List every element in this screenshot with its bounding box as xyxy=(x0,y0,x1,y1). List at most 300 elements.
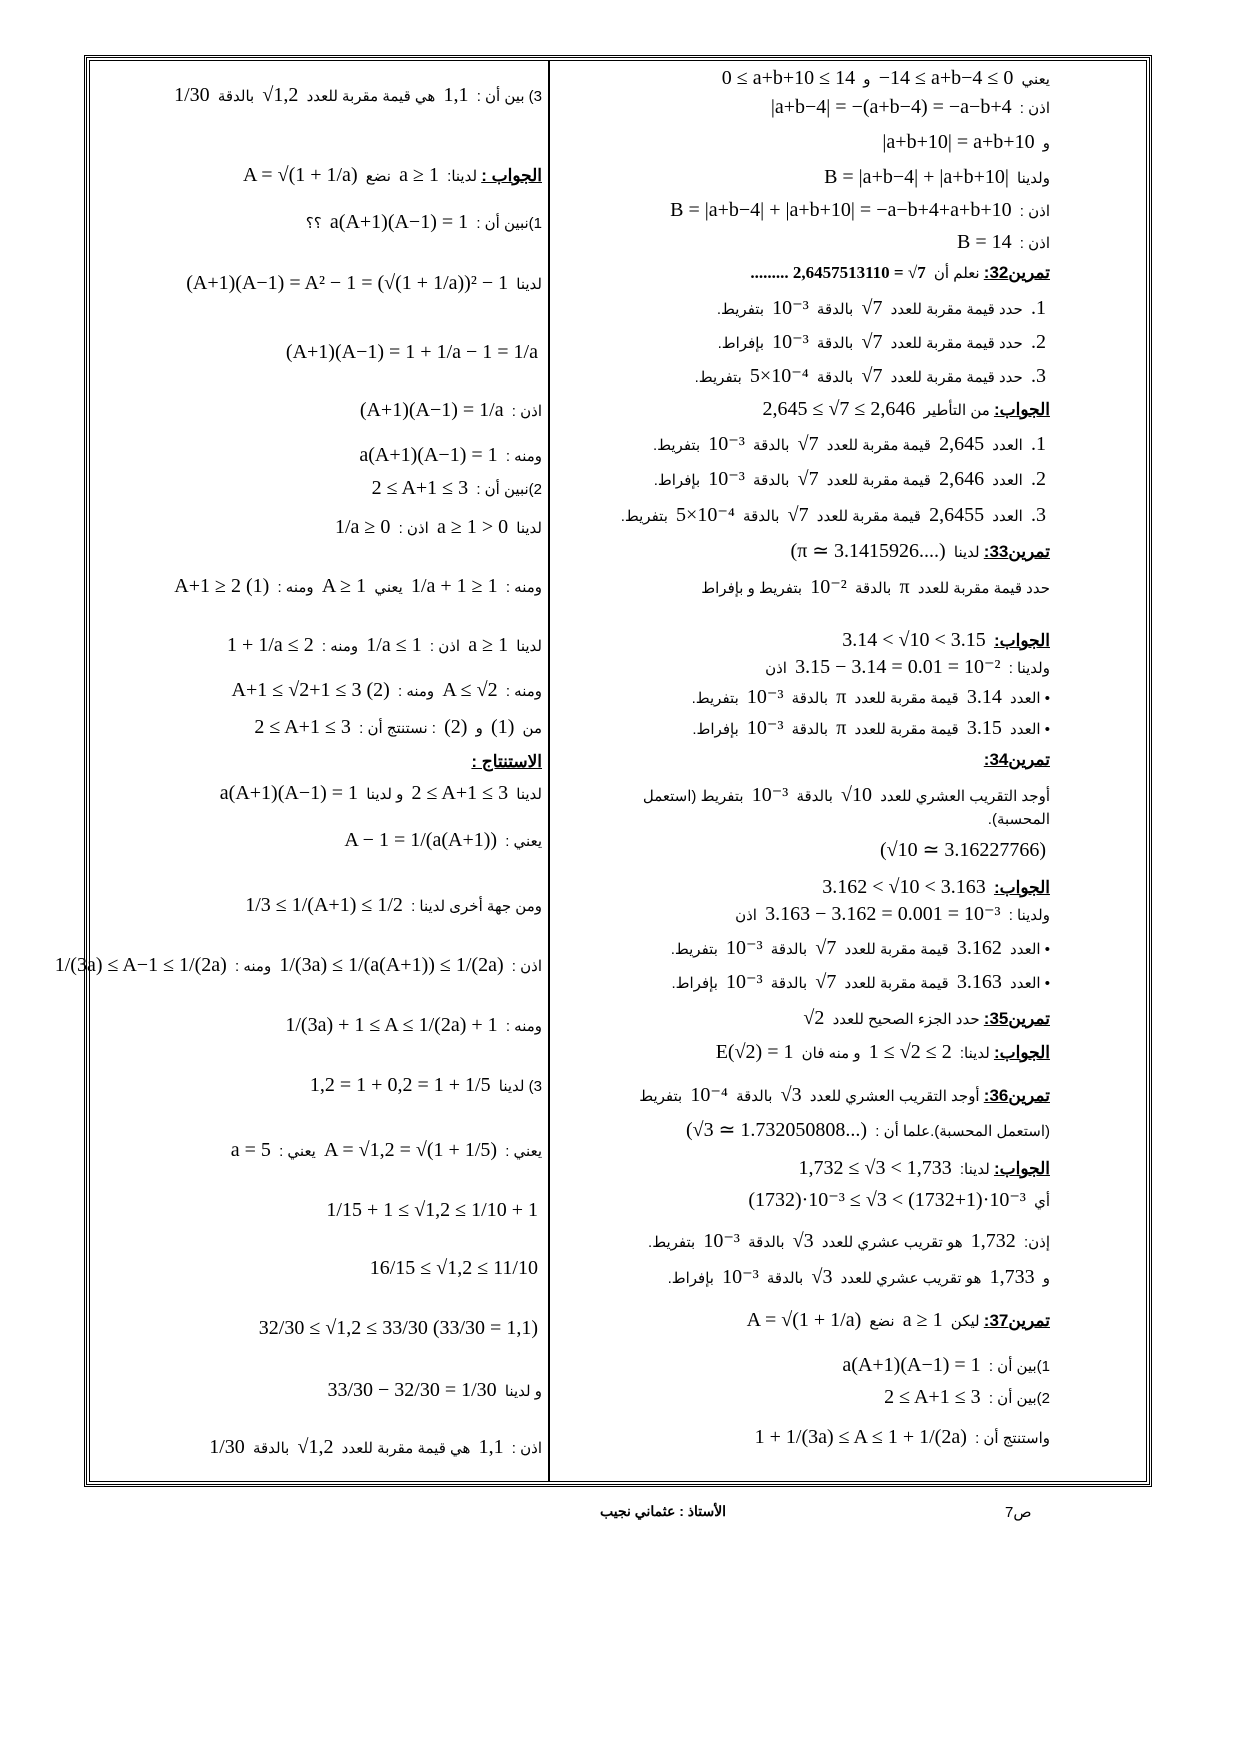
math-expression: 1/30 xyxy=(174,84,210,106)
text-line xyxy=(787,539,1050,565)
heading-label: الجواب: xyxy=(993,631,1050,650)
text-line xyxy=(355,443,542,469)
text-line xyxy=(718,66,1050,92)
text-line xyxy=(751,1425,1050,1451)
math-expression: a ≥ 1 xyxy=(468,634,509,656)
text-segment: نضع xyxy=(869,1313,895,1330)
text-line xyxy=(671,970,1050,996)
text-line xyxy=(239,163,542,189)
text-segment: ومنه : xyxy=(505,1018,542,1035)
math-expression: A ≥ 1 xyxy=(321,575,367,597)
math-expression: 2 ≤ A+1 ≤ 3 xyxy=(371,477,469,499)
text-segment: بالدقة xyxy=(791,690,829,707)
math-expression: 1,1 xyxy=(478,1436,504,1458)
math-expression: √7 xyxy=(815,971,837,993)
text-segment: هو تقريب عشري للعدد xyxy=(821,1234,963,1251)
math-expression: 1/(3a) + 1 ≤ A ≤ 1/(2a) + 1 xyxy=(285,1014,498,1036)
heading-label: الجواب: xyxy=(993,878,1050,897)
text-line xyxy=(712,1040,1050,1066)
math-expression: 33/30 − 32/30 = 1/30 xyxy=(327,1379,497,1401)
math-expression: 3.162 < √10 < 3.163 xyxy=(822,876,986,898)
math-expression: √7 xyxy=(797,433,819,455)
text-segment: و xyxy=(475,720,483,737)
math-expression: A+1 ≥ 2 (1) xyxy=(174,575,270,597)
math-expression: 3.163 − 3.162 = 0.001 = 10⁻³ xyxy=(765,903,1001,925)
text-line xyxy=(356,398,542,424)
text-segment: أي xyxy=(1034,1193,1050,1210)
text-line xyxy=(838,1353,1050,1379)
text-line xyxy=(820,165,1050,191)
math-expression: 1,1 xyxy=(443,84,469,106)
text-segment: يعني xyxy=(1021,71,1050,88)
math-expression: 1/30 xyxy=(209,1436,245,1458)
math-expression: (A+1)(A−1) = 1/a xyxy=(359,399,504,421)
math-expression: √7 xyxy=(861,365,883,387)
math-expression: 3.163 xyxy=(956,971,1002,993)
text-line xyxy=(228,678,542,704)
text-line xyxy=(227,1138,542,1164)
text-line xyxy=(653,432,1050,458)
text-segment: ومنه : xyxy=(277,579,314,596)
text-segment: 2)نبين أن : xyxy=(476,481,542,498)
text-line xyxy=(282,340,542,366)
text-segment: لدينا: xyxy=(959,1161,990,1178)
text-segment: اذن xyxy=(765,660,787,677)
text-segment: (استعمل المحسبة).علما أن : xyxy=(875,1123,1050,1140)
math-expression: a(A+1)(A−1) = 1 xyxy=(359,444,498,466)
text-segment: بالدقة xyxy=(736,1088,773,1105)
math-expression: 10⁻³ xyxy=(772,297,809,319)
text-segment: بالدقة xyxy=(753,437,790,454)
text-segment: العدد xyxy=(992,508,1023,525)
text-segment: 1)نبين أن : xyxy=(476,215,542,232)
text-segment: 1)بين أن : xyxy=(988,1358,1050,1375)
math-expression: −14 ≤ a+b−4 ≤ 0 xyxy=(878,67,1014,89)
heading-label: الاستنتاج : xyxy=(471,752,542,771)
text-segment: ومنه : xyxy=(235,958,272,975)
math-expression: .2 xyxy=(1031,468,1046,490)
text-segment: يعني xyxy=(374,579,403,596)
text-segment: قيمة مقربة للعدد xyxy=(844,975,949,992)
text-segment: المحسبة). xyxy=(987,811,1050,828)
math-expression: 2,6455 xyxy=(929,504,985,526)
text-line xyxy=(988,808,1050,832)
math-expression: .3 xyxy=(1031,365,1046,387)
text-line xyxy=(241,893,542,919)
text-segment: لدينا xyxy=(953,544,980,561)
math-expression: √7 xyxy=(861,297,883,319)
text-segment: العدد xyxy=(992,472,1023,489)
text-segment: لدينا xyxy=(516,276,542,293)
math-expression: 1 + 1/a ≤ 2 xyxy=(227,634,314,656)
text-segment: ومنه : xyxy=(505,683,542,700)
math-expression: A = √(1 + 1/a) xyxy=(242,164,358,186)
math-expression: √1,2 xyxy=(297,1436,334,1458)
text-segment: ومنه : xyxy=(505,448,542,465)
text-segment: 3) لدينا xyxy=(498,1078,542,1095)
text-line xyxy=(654,467,1050,493)
math-expression: 1,732 xyxy=(970,1230,1016,1252)
math-expression: √3 xyxy=(792,1230,814,1252)
math-expression: √1,2 xyxy=(262,84,299,106)
text-segment: هي قيمة مقربة للعدد xyxy=(306,88,436,105)
text-segment: لدينا: xyxy=(959,1045,990,1062)
text-line xyxy=(718,330,1050,356)
text-segment: بالدقة xyxy=(252,1440,290,1457)
text-line xyxy=(306,210,542,236)
text-line xyxy=(471,750,542,775)
math-expression: (1) xyxy=(491,716,515,738)
text-segment: بالدقة xyxy=(743,508,780,525)
text-line xyxy=(701,575,1050,601)
text-segment: و xyxy=(863,71,871,88)
math-expression: 1,2 = 1 + 0,2 = 1 + 1/5 xyxy=(309,1074,491,1096)
math-expression: B = |a+b−4| + |a+b+10| xyxy=(824,166,1009,188)
text-segment: بتفريط (استعمل xyxy=(642,788,744,805)
text-segment: ولدينا xyxy=(1017,170,1050,187)
text-line xyxy=(170,574,542,600)
math-expression: π xyxy=(899,576,910,598)
text-segment: حدد قيمة مقربة للعدد xyxy=(890,301,1023,318)
text-segment: بالدقة xyxy=(816,335,854,352)
text-line xyxy=(323,1378,542,1404)
text-segment: ؟؟ xyxy=(305,215,322,232)
text-segment: قيمة مقربة للعدد xyxy=(854,721,959,738)
text-segment: واستنتج أن : xyxy=(975,1430,1050,1447)
math-expression: 10⁻³ xyxy=(746,717,784,739)
math-expression: |a+b+10| = a+b+10 xyxy=(882,131,1035,153)
text-segment: بتفريط. xyxy=(652,437,701,454)
text-segment: 2)بين أن : xyxy=(988,1390,1050,1407)
text-line xyxy=(170,83,542,109)
math-expression: a ≥ 1 xyxy=(399,164,439,186)
text-segment: بتفريط. xyxy=(716,301,764,318)
text-segment: و لدينا xyxy=(504,1383,542,1400)
math-expression: A ≤ √2 xyxy=(442,679,498,701)
math-expression: 1,733 xyxy=(989,1266,1035,1288)
math-expression: π xyxy=(836,686,847,708)
text-segment: و لدينا xyxy=(366,786,404,803)
math-expression: 2,645 ≤ √7 ≤ 2,646 xyxy=(762,398,916,420)
text-line xyxy=(366,1256,542,1282)
math-expression: (√3 ≃ 1.732050808...) xyxy=(686,1119,868,1141)
text-line xyxy=(643,783,1050,809)
text-segment: اذن : xyxy=(398,520,429,537)
text-segment: و xyxy=(1042,135,1050,152)
text-segment: بإفراط. xyxy=(692,721,739,738)
text-segment: حدد قيمة مقربة للعدد xyxy=(917,580,1050,597)
text-segment: بتفريط. xyxy=(694,369,742,386)
text-segment: • العدد xyxy=(1010,941,1050,958)
text-line xyxy=(322,1198,542,1224)
math-expression: 2 ≤ A+1 ≤ 3 xyxy=(884,1386,981,1408)
text-segment: بإفراط. xyxy=(671,975,718,992)
math-expression: E(√2) = 1 xyxy=(715,1041,794,1063)
heading-label: تمرين34: xyxy=(983,750,1050,769)
text-segment: قيمة مقربة للعدد xyxy=(844,941,949,958)
text-line xyxy=(878,130,1050,156)
text-segment: لدينا xyxy=(516,786,542,803)
math-expression: 3.15 xyxy=(966,717,1002,739)
text-segment: نضع xyxy=(365,168,391,185)
text-segment: • العدد xyxy=(1010,721,1050,738)
math-expression: √7 xyxy=(797,468,819,490)
math-expression: A+1 ≤ √2+1 ≤ 3 (2) xyxy=(231,679,390,701)
text-line xyxy=(639,1083,1050,1109)
text-segment: بتفريط. xyxy=(648,1234,696,1251)
text-line xyxy=(668,1265,1050,1291)
text-segment: • العدد xyxy=(1010,975,1050,992)
text-segment: ومنه : xyxy=(397,683,435,700)
text-line xyxy=(876,838,1050,864)
text-segment: بتفريط و بإفراط xyxy=(701,580,803,597)
text-segment: بالدقة xyxy=(816,369,854,386)
math-expression: A − 1 = 1/(a(A+1)) xyxy=(344,829,498,851)
text-segment: بالدقة xyxy=(816,301,854,318)
text-segment: قيمة مقربة للعدد xyxy=(826,472,931,489)
math-expression: 10⁻⁴ xyxy=(690,1084,728,1106)
math-expression: 1/a + 1 ≥ 1 xyxy=(410,575,498,597)
text-line xyxy=(671,936,1050,962)
text-segment: بالدقة xyxy=(854,580,892,597)
text-segment: : نستنتج أن : xyxy=(359,720,436,737)
text-segment: إذن: xyxy=(1023,1234,1050,1251)
text-line xyxy=(51,953,542,979)
text-segment: ولدينا : xyxy=(1008,660,1050,677)
text-segment: ليكن xyxy=(950,1313,980,1330)
text-segment: و منه فان xyxy=(801,1045,861,1062)
math-expression: 3.15 − 3.14 = 0.01 = 10⁻² xyxy=(795,656,1001,678)
text-segment: بالدقة xyxy=(791,721,829,738)
math-expression: .3 xyxy=(1031,504,1046,526)
math-expression: 1/a ≥ 0 xyxy=(335,516,391,538)
math-expression: (A+1)(A−1) = A² − 1 = (√(1 + 1/a))² − 1 xyxy=(186,272,509,294)
text-segment: ومنه : xyxy=(321,638,359,655)
text-segment: ومن جهة أخرى لدينا : xyxy=(411,898,542,915)
math-expression: a(A+1)(A−1) = 1 xyxy=(329,211,469,233)
math-expression: (A+1)(A−1) = 1 + 1/a − 1 = 1/a xyxy=(285,341,538,363)
text-line xyxy=(794,1156,1050,1182)
text-segment: لدينا: xyxy=(447,168,478,185)
text-segment: حدد قيمة مقربة للعدد xyxy=(890,369,1023,386)
text-segment: بإفراط. xyxy=(653,472,701,489)
math-expression: 10⁻³ xyxy=(751,784,789,806)
math-expression: 5×10⁻⁴ xyxy=(676,504,735,526)
text-segment: بالدقة xyxy=(770,975,808,992)
text-line xyxy=(250,715,542,741)
text-segment: قيمة مقربة للعدد xyxy=(816,508,921,525)
math-expression: 2,645 xyxy=(939,433,985,455)
text-segment: اذن : xyxy=(1019,203,1050,220)
math-expression: 10⁻³ xyxy=(708,468,745,490)
text-segment: بإفراط. xyxy=(667,1270,714,1287)
math-expression: a ≥ 1 > 0 xyxy=(436,516,509,538)
text-line xyxy=(746,261,1050,286)
heading-label: تمرين32: xyxy=(983,263,1050,282)
text-line xyxy=(182,271,542,297)
heading-label: الجواب: xyxy=(993,1159,1050,1178)
text-segment: و xyxy=(1042,1270,1050,1287)
text-line xyxy=(666,198,1050,224)
math-expression: 1 ≤ √2 ≤ 2 xyxy=(868,1041,952,1063)
text-line xyxy=(340,828,542,854)
text-segment: من التأطير xyxy=(923,402,990,419)
math-expression: a ≥ 1 xyxy=(902,1309,943,1331)
text-segment: العدد xyxy=(992,437,1023,454)
text-segment: • العدد xyxy=(1010,690,1050,707)
math-expression: 5×10⁻⁴ xyxy=(749,365,809,387)
text-line xyxy=(818,875,1050,901)
text-segment: بتفريط. xyxy=(670,941,718,958)
math-expression: 1 + 1/(3a) ≤ A ≤ 1 + 1/(2a) xyxy=(754,1426,967,1448)
text-line xyxy=(953,230,1050,256)
math-expression: 32/30 ≤ √1,2 ≤ 33/30 (33/30 = 1,1) xyxy=(258,1317,538,1339)
math-expression: √7 xyxy=(815,937,837,959)
math-expression: A = √1,2 = √(1 + 1/5) xyxy=(324,1139,498,1161)
heading-label: الجواب: xyxy=(993,400,1050,419)
text-line xyxy=(223,633,542,659)
text-line xyxy=(205,1435,542,1461)
text-line xyxy=(758,397,1050,423)
math-expression: .1 xyxy=(1031,433,1046,455)
text-line xyxy=(255,1316,542,1342)
text-segment: ولدينا : xyxy=(1008,907,1050,924)
math-expression: √10 xyxy=(841,784,873,806)
text-segment: أوجد التقريب العشري للعدد xyxy=(809,1088,980,1105)
math-expression: 0 ≤ a+b+10 ≤ 14 xyxy=(721,67,856,89)
math-expression: 3.14 xyxy=(966,686,1002,708)
text-segment: قيمة مقربة للعدد xyxy=(854,690,959,707)
text-line xyxy=(692,685,1050,711)
text-segment: لدينا xyxy=(516,638,542,655)
text-segment: بتفريط xyxy=(639,1088,683,1105)
math-expression: .2 xyxy=(1031,331,1046,353)
text-segment: اذن : xyxy=(1019,235,1050,252)
text-line xyxy=(735,902,1050,928)
text-line xyxy=(717,296,1050,322)
text-line xyxy=(621,503,1050,529)
text-line xyxy=(692,716,1050,742)
text-segment: نعلم أن xyxy=(933,265,980,282)
text-segment: من xyxy=(522,720,542,737)
math-expression: (π ≃ 3.1415926....) xyxy=(790,540,946,562)
text-line xyxy=(765,655,1050,681)
text-line xyxy=(648,1229,1050,1255)
text-line xyxy=(306,1073,542,1099)
text-line xyxy=(743,1308,1050,1334)
math-expression: 1,732 ≤ √3 < 1,733 xyxy=(798,1157,952,1179)
text-line xyxy=(695,364,1050,390)
text-segment: بتفريط. xyxy=(620,508,668,525)
heading-label: تمرين36: xyxy=(983,1086,1050,1105)
text-segment: اذن : xyxy=(1019,100,1050,117)
math-expression: 10⁻³ xyxy=(703,1230,740,1252)
footer-teacher: الأستاذ : عثماني نجيب xyxy=(600,1503,727,1519)
math-expression: 10⁻³ xyxy=(726,937,763,959)
text-segment: حدد الجزء الصحيح للعدد xyxy=(832,1011,980,1028)
heading-label: تمرين35: xyxy=(983,1009,1050,1028)
text-segment: اذن : xyxy=(511,1440,542,1457)
math-expression: 10⁻³ xyxy=(746,686,784,708)
text-line xyxy=(368,476,542,502)
text-segment: اذن : xyxy=(429,638,461,655)
heading-label: تمرين37: xyxy=(983,1311,1050,1330)
math-expression: π xyxy=(836,717,847,739)
text-line xyxy=(799,1006,1050,1032)
math-expression: 2 ≤ A+1 ≤ 3 xyxy=(411,782,509,804)
text-segment: يعني : xyxy=(505,833,542,850)
math-expression: a(A+1)(A−1) = 1 xyxy=(842,1354,981,1376)
text-line xyxy=(767,95,1050,121)
heading-label: الجواب : xyxy=(481,166,542,185)
page-number: ص7 xyxy=(1005,1504,1032,1521)
text-segment: يعني : xyxy=(279,1143,316,1160)
math-expression: a = 5 xyxy=(230,1139,271,1161)
math-expression: (√10 ≃ 3.16227766) xyxy=(879,839,1046,861)
math-expression: 1/3 ≤ 1/(A+1) ≤ 1/2 xyxy=(245,894,403,916)
math-expression: 10⁻³ xyxy=(708,433,745,455)
math-expression: |a+b−4| = −(a+b−4) = −a−b+4 xyxy=(770,96,1012,118)
text-segment: ومنه : xyxy=(505,579,542,596)
text-segment: بالدقة xyxy=(753,472,790,489)
text-segment: لدينا xyxy=(516,520,542,537)
math-expression: √7 xyxy=(787,504,809,526)
text-segment: بإفراط. xyxy=(717,335,764,352)
text-segment: بالدقة xyxy=(796,788,833,805)
text-segment: بالدقة xyxy=(748,1234,785,1251)
text-segment: يعني : xyxy=(505,1143,542,1160)
math-expression: (1732)·10⁻³ ≤ √3 < (1732+1)·10⁻³ xyxy=(748,1189,1026,1211)
math-expression: 2,646 xyxy=(939,468,985,490)
math-expression: 3.14 < √10 < 3.15 xyxy=(842,629,986,651)
math-expression: 10⁻³ xyxy=(772,331,809,353)
math-expression: 1/(3a) ≤ A−1 ≤ 1/(2a) xyxy=(54,954,227,976)
math-expression: 10⁻³ xyxy=(726,971,763,993)
text-segment: هي قيمة مقربة للعدد xyxy=(341,1440,471,1457)
math-expression: 10⁻² xyxy=(810,576,847,598)
math-expression: 16/15 ≤ √1,2 ≤ 11/10 xyxy=(369,1257,538,1279)
math-expression: a(A+1)(A−1) = 1 xyxy=(219,782,359,804)
text-segment: أوجد التقريب العشري للعدد xyxy=(880,788,1050,805)
math-expression: 1/a ≤ 1 xyxy=(366,634,422,656)
text-line xyxy=(880,1385,1050,1411)
math-expression: 3.162 xyxy=(956,937,1002,959)
math-expression: 2 ≤ A+1 ≤ 3 xyxy=(254,716,351,738)
math-expression: 10⁻³ xyxy=(722,1266,759,1288)
text-line xyxy=(744,1188,1050,1214)
math-expression: A = √(1 + 1/a) xyxy=(746,1309,862,1331)
math-expression: B = 14 xyxy=(957,231,1012,253)
text-segment: بالدقة xyxy=(217,88,255,105)
text-segment: اذن : xyxy=(511,403,542,420)
math-expression: ......... 2,6457513110 = √7 xyxy=(750,263,926,282)
text-segment: اذن : xyxy=(511,958,542,975)
math-expression: √3 xyxy=(780,1084,802,1106)
math-expression: √2 xyxy=(803,1007,825,1029)
text-segment: بالدقة xyxy=(770,941,808,958)
text-line xyxy=(216,781,542,807)
text-segment: قيمة مقربة للعدد xyxy=(826,437,931,454)
text-segment: هو تقريب عشري للعدد xyxy=(840,1270,982,1287)
text-line xyxy=(281,1013,542,1039)
math-expression: (2) xyxy=(444,716,468,738)
math-expression: √7 xyxy=(861,331,883,353)
math-expression: √3 xyxy=(811,1266,833,1288)
text-segment: بتفريط. xyxy=(691,690,739,707)
text-segment: بالدقة xyxy=(766,1270,804,1287)
math-expression: .1 xyxy=(1031,297,1046,319)
heading-label: تمرين33: xyxy=(983,542,1050,561)
